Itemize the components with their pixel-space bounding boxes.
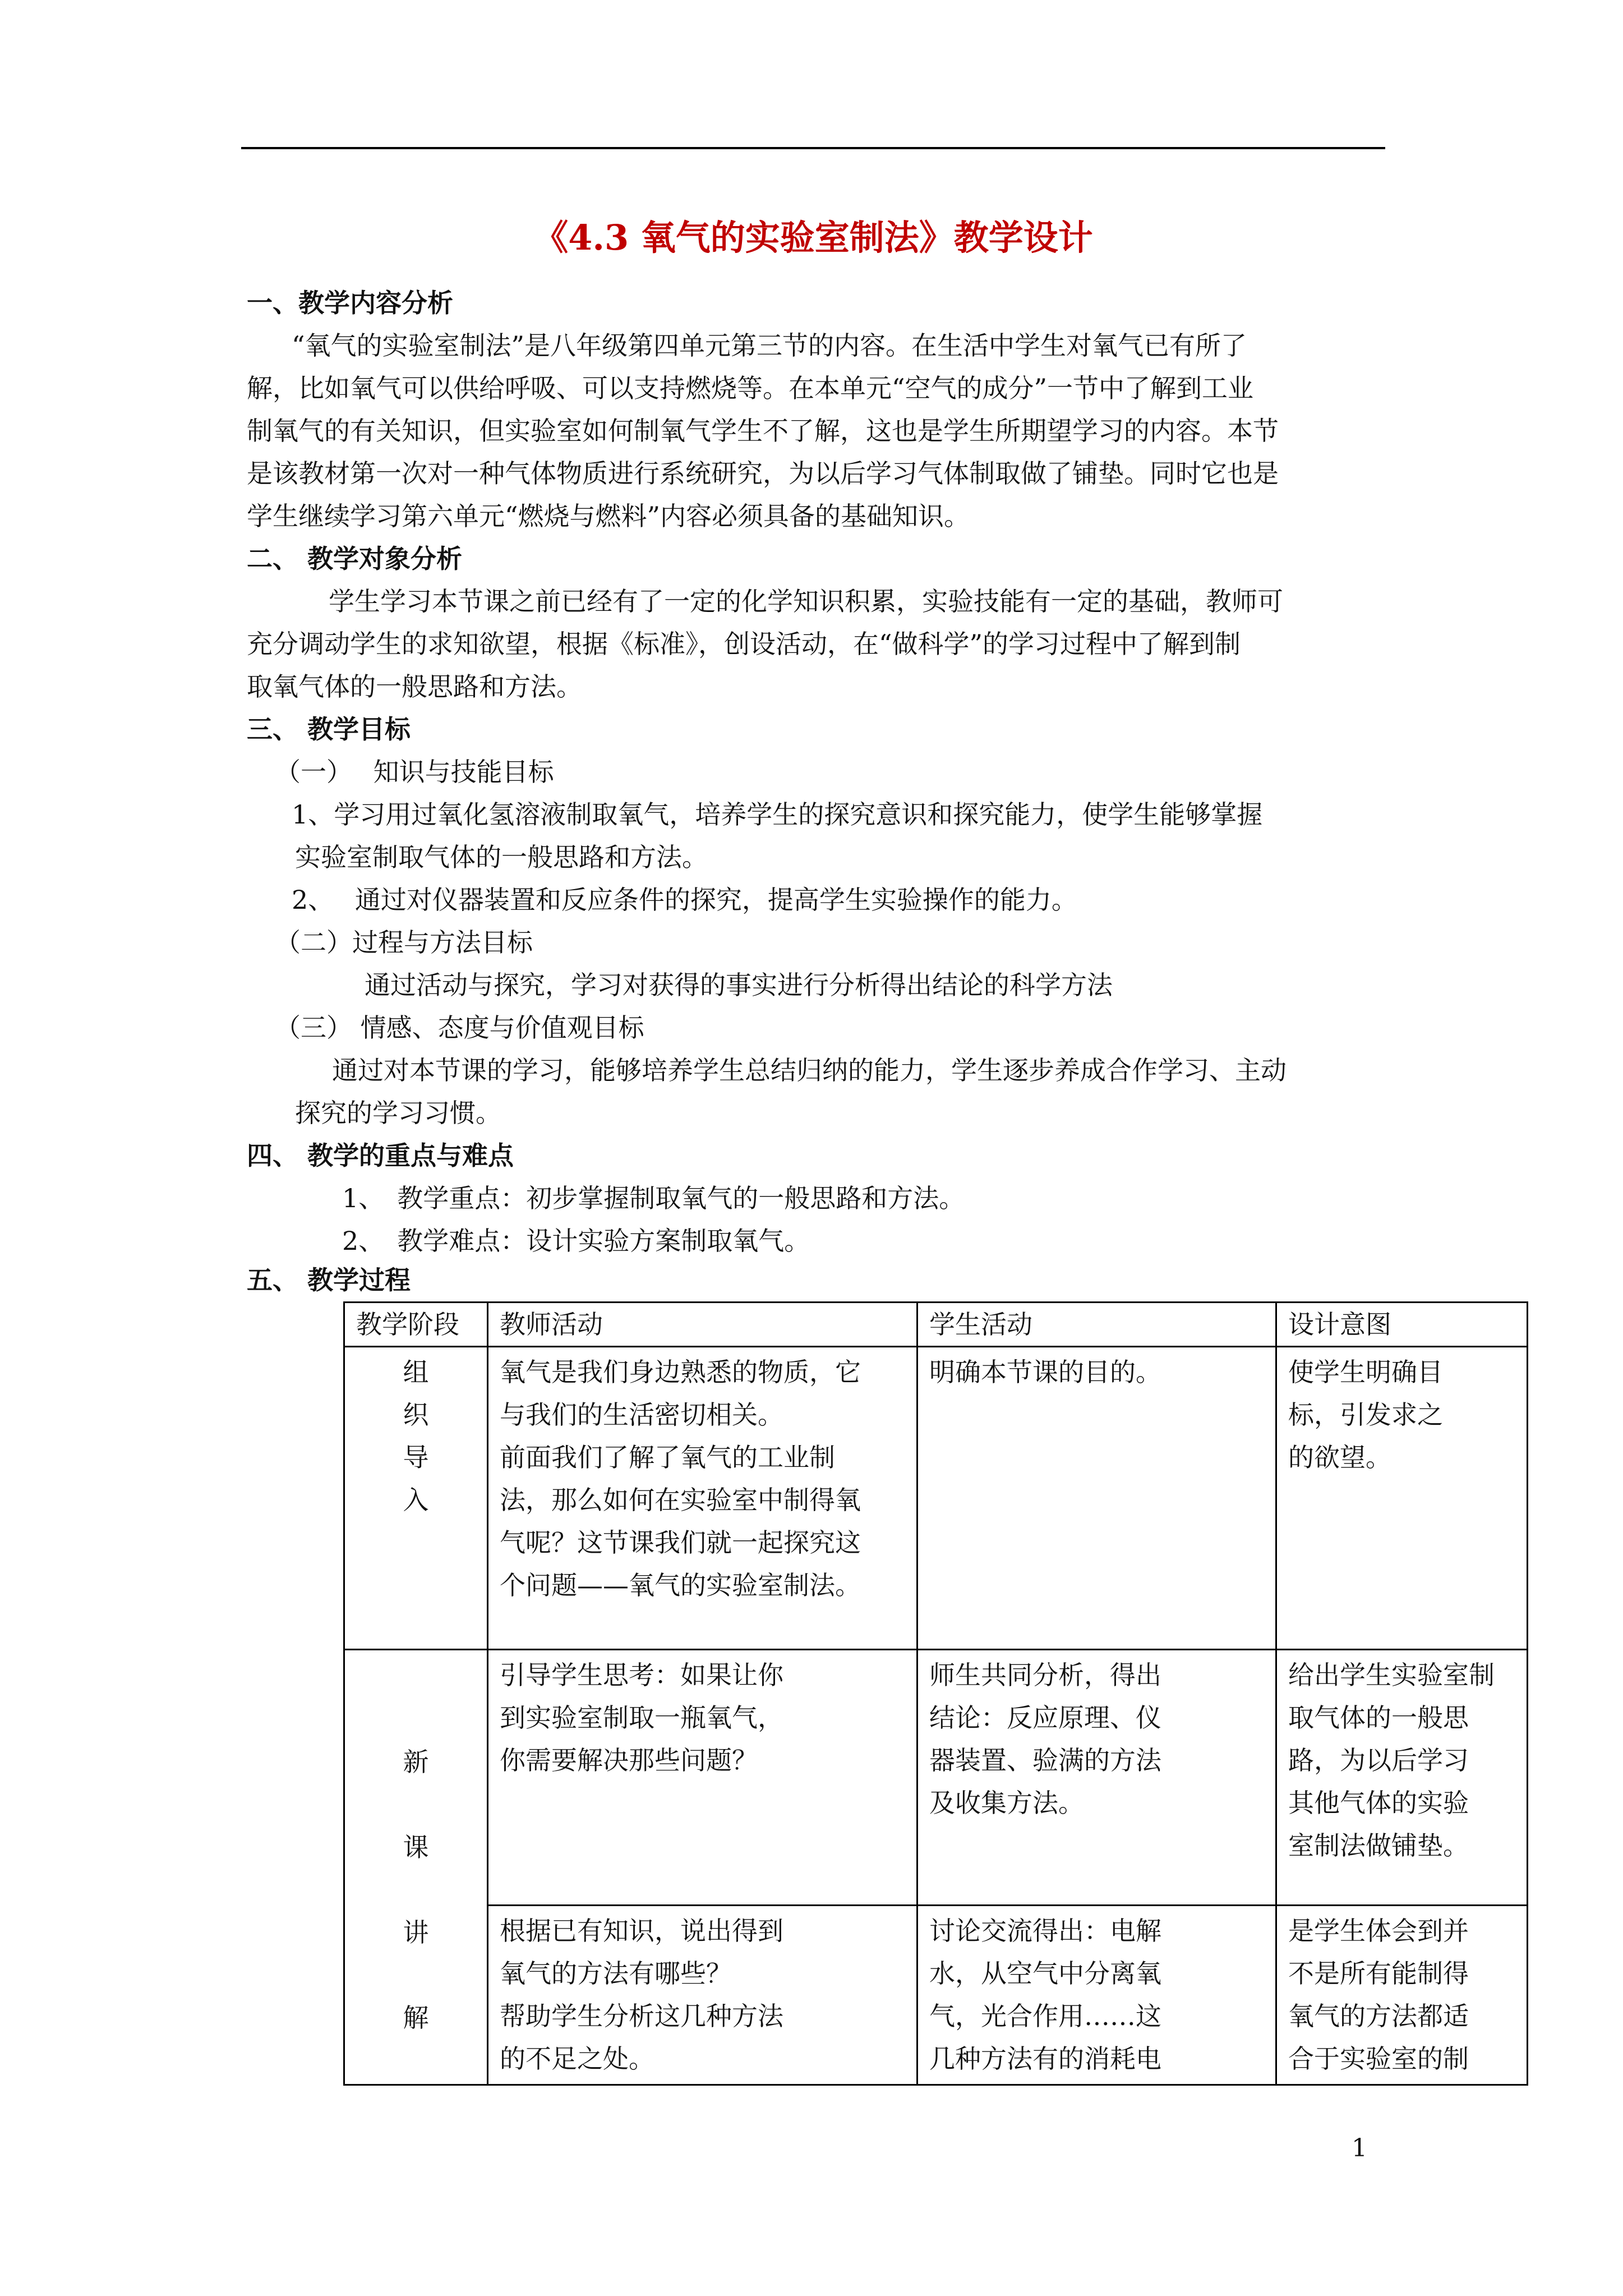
cell-text: 不是所有能制得 — [1288, 1958, 1469, 1989]
difficulty-item: 2、 教学难点：设计实验方案制取氧气。 — [342, 1226, 810, 1256]
stage-char: 新 — [403, 1746, 429, 1777]
objective-item-1-cont: 实验室制取气体的一般思路和方法。 — [295, 842, 708, 872]
cell-text: 前面我们了解了氧气的工业制 — [500, 1442, 835, 1473]
cell-text: 室制法做铺垫。 — [1288, 1830, 1469, 1861]
key-point-item: 1、 教学重点：初步掌握制取氧气的一般思路和方法。 — [342, 1183, 965, 1213]
cell-text: 氧气是我们身边熟悉的物质，它 — [500, 1357, 861, 1387]
design-intent-cell — [1276, 1347, 1528, 1650]
table-header-cell: 学生活动 — [917, 1303, 1276, 1347]
cell-text: 的不足之处。 — [500, 2044, 654, 2074]
cell-text: 给出学生实验室制 — [1288, 1660, 1495, 1690]
teacher-activity-cell — [488, 1906, 917, 2085]
objective-attitude-text-cont: 探究的学习习惯。 — [295, 1098, 501, 1128]
teacher-activity-cell — [488, 1347, 917, 1650]
section-1-line: 解，比如氧气可以供给呼吸、可以支持燃烧等。在本单元“空气的成分”一节中了解到工业 — [247, 373, 1254, 403]
cell-text: 结论：反应原理、仪 — [929, 1703, 1161, 1733]
table-header-cell: 设计意图 — [1276, 1303, 1528, 1347]
section-1-line: 制氧气的有关知识，但实验室如何制氧气学生不了解，这也是学生所期望学习的内容。本节 — [247, 416, 1279, 446]
table-row — [344, 1347, 1528, 1650]
section-5-heading: 五、 教学过程 — [247, 1265, 411, 1295]
cell-text: 气呢？这节课我们就一起探究这 — [500, 1527, 861, 1558]
objective-attitude-heading: （三） 情感、态度与价值观目标 — [275, 1013, 644, 1043]
table-header-row — [344, 1303, 1528, 1347]
cell-text: 的欲望。 — [1288, 1442, 1391, 1473]
cell-text: 师生共同分析，得出 — [929, 1660, 1161, 1690]
cell-text: 讨论交流得出：电解 — [929, 1916, 1161, 1946]
objective-item-1: 1、学习用过氧化氢溶液制取氧气，培养学生的探究意识和探究能力，使学生能够掌握 — [292, 799, 1263, 830]
cell-text: 路，为以后学习 — [1288, 1745, 1469, 1775]
section-2-heading: 二、 教学对象分析 — [247, 544, 463, 574]
stage-char: 课 — [403, 1832, 429, 1862]
cell-text: 你需要解决那些问题？ — [500, 1745, 758, 1775]
stage-char: 讲 — [403, 1917, 429, 1948]
section-1-heading: 一、教学内容分析 — [247, 288, 453, 318]
table-header-cell: 教师活动 — [488, 1303, 917, 1347]
section-1-line: 学生继续学习第六单元“燃烧与燃料”内容必须具备的基础知识。 — [247, 501, 970, 531]
cell-text: 个问题——氧气的实验室制法。 — [500, 1570, 861, 1600]
document-title: 《4.3 氧气的实验室制法》教学设计 — [533, 217, 1093, 258]
table-row — [344, 1906, 1528, 2085]
cell-text: 明确本节课的目的。 — [929, 1357, 1161, 1387]
section-2-line: 充分调动学生的求知欲望，根据《标准》，创设活动，在“做科学”的学习过程中了解到制 — [247, 629, 1241, 659]
section-2-line: 学生学习本节课之前已经有了一定的化学知识积累，实验技能有一定的基础，教师可 — [329, 586, 1283, 616]
section-1-line: 是该教材第一次对一种气体物质进行系统研究，为以后学习气体制取做了铺垫。同时它也是 — [247, 458, 1279, 489]
cell-text: 器装置、验满的方法 — [929, 1745, 1161, 1775]
cell-text: 引导学生思考：如果让你 — [500, 1660, 783, 1690]
cell-text: 合于实验室的制 — [1288, 2044, 1469, 2074]
design-intent-cell — [1276, 1906, 1528, 2085]
cell-text: 法，那么如何在实验室中制得氧 — [500, 1485, 861, 1515]
cell-text: 是学生体会到并 — [1288, 1916, 1469, 1946]
student-activity-cell — [917, 1906, 1276, 2085]
stage-char: 导 — [403, 1442, 429, 1473]
stage-char: 织 — [403, 1400, 429, 1430]
page-number: 1 — [1352, 2134, 1367, 2162]
cell-text: 使学生明确目 — [1288, 1357, 1443, 1387]
teaching-process-table — [343, 1301, 1528, 2086]
cell-text: 到实验室制取一瓶氧气， — [500, 1703, 783, 1733]
table-header-cell: 教学阶段 — [344, 1303, 488, 1347]
table-row — [344, 1650, 1528, 1906]
cell-text: 与我们的生活密切相关。 — [500, 1400, 783, 1430]
objective-process-text: 通过活动与探究，学习对获得的事实进行分析得出结论的科学方法 — [365, 970, 1113, 1000]
student-activity-cell — [917, 1347, 1276, 1650]
cell-text: 其他气体的实验 — [1288, 1788, 1469, 1818]
stage-char: 组 — [403, 1357, 429, 1387]
cell-text: 氧气的方法都适 — [1288, 2001, 1469, 2031]
stage-cell — [344, 1347, 488, 1650]
section-3-heading: 三、 教学目标 — [247, 714, 411, 744]
objective-attitude-text: 通过对本节课的学习，能够培养学生总结归纳的能力，学生逐步养成合作学习、主动 — [332, 1055, 1287, 1085]
objective-item-2: 2、 通过对仪器装置和反应条件的探究，提高学生实验操作的能力。 — [292, 885, 1077, 915]
cell-text: 氧气的方法有哪些？ — [500, 1958, 732, 1989]
stage-char: 入 — [403, 1485, 429, 1515]
student-activity-cell — [917, 1650, 1276, 1906]
cell-text: 几种方法有的消耗电 — [929, 2044, 1161, 2074]
section-1-line: “氧气的实验室制法”是八年级第四单元第三节的内容。在生活中学生对氧气已有所了 — [292, 330, 1247, 361]
cell-text: 取气体的一般思 — [1288, 1703, 1469, 1733]
objective-knowledge-heading: （一） 知识与技能目标 — [275, 757, 554, 787]
section-4-heading: 四、 教学的重点与难点 — [247, 1140, 514, 1171]
cell-text: 水，从空气中分离氧 — [929, 1958, 1161, 1989]
stage-cell — [344, 1650, 488, 2085]
cell-text: 帮助学生分析这几种方法 — [500, 2001, 783, 2031]
stage-char: 解 — [403, 2002, 429, 2033]
section-2-line: 取氧气体的一般思路和方法。 — [247, 671, 582, 702]
teacher-activity-cell — [488, 1650, 917, 1906]
cell-text: 标，引发求之 — [1288, 1400, 1443, 1430]
design-intent-cell — [1276, 1650, 1528, 1906]
cell-text: 及收集方法。 — [929, 1788, 1084, 1818]
header-rule — [241, 147, 1385, 149]
objective-process-heading: （二）过程与方法目标 — [275, 927, 533, 958]
cell-text: 气，光合作用……这 — [929, 2001, 1161, 2031]
cell-text: 根据已有知识，说出得到 — [500, 1916, 783, 1946]
